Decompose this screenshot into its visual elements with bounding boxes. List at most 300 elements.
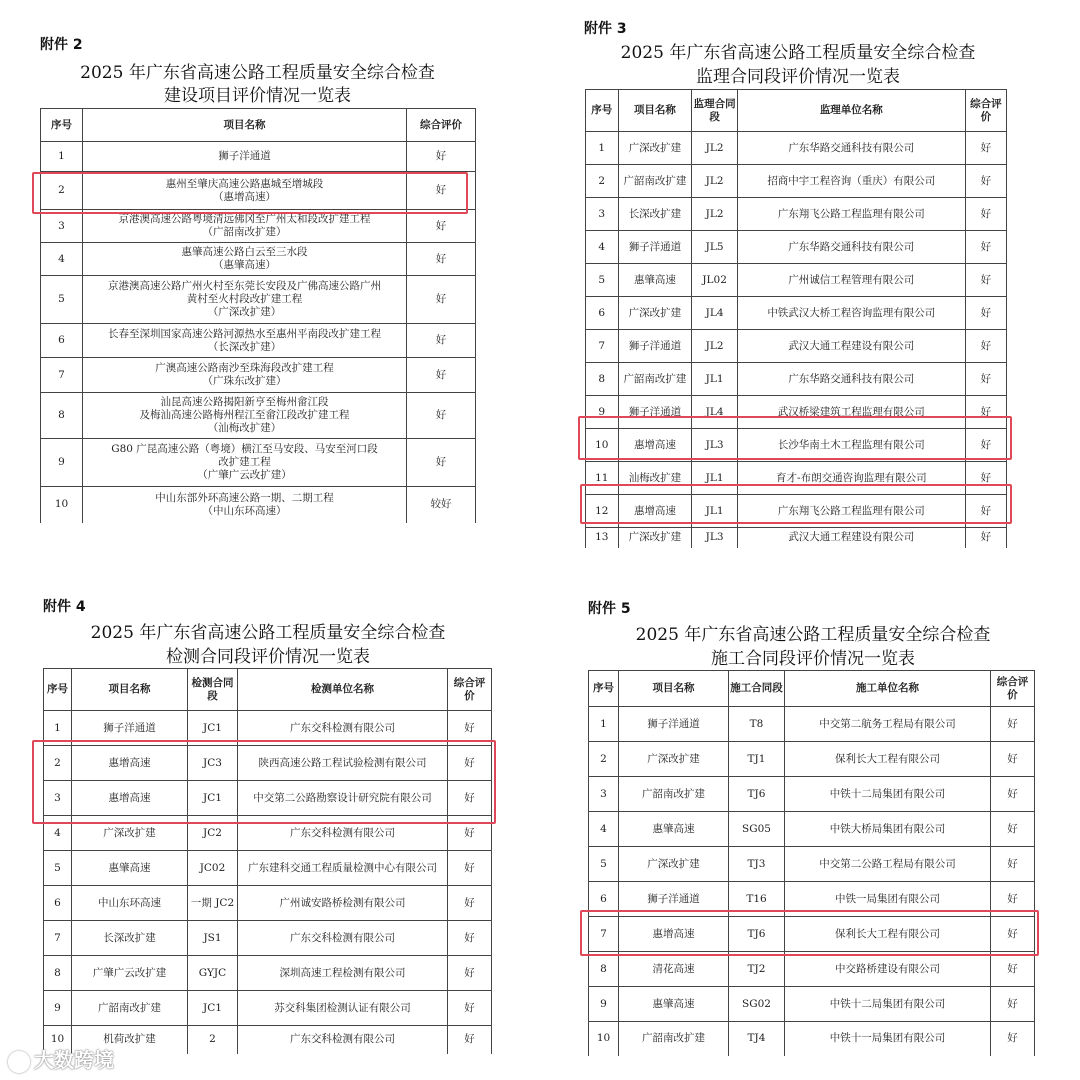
table-row (589, 707, 1035, 742)
cell-contract: JL4 (692, 396, 738, 429)
title-line-2: 检测合同段评价情况一览表 (166, 647, 370, 667)
header-cell: 项目名称 (619, 671, 729, 707)
cell-unit: 中铁十二局集团有限公司 (785, 777, 991, 812)
cell-name (83, 243, 407, 276)
cell-unit: 中交第二公路工程局有限公司 (785, 847, 991, 882)
cell-rating: 好 (991, 917, 1035, 952)
table-row (41, 393, 476, 439)
table-row (586, 528, 1007, 548)
cell-no: 6 (41, 324, 83, 358)
cell-unit: 广东交科检测有限公司 (238, 711, 448, 746)
cell-unit: 广州诚安路桥检测有限公司 (238, 886, 448, 921)
table-header-row (44, 669, 492, 711)
table-row (44, 711, 492, 746)
table-row (589, 952, 1035, 987)
cell-rating: 好 (965, 198, 1006, 231)
cell-contract: JC2 (188, 816, 238, 851)
cell-contract: TJ6 (729, 777, 785, 812)
cell-project: 惠肇高速 (619, 812, 729, 847)
cell-no: 2 (589, 742, 619, 777)
table-row (41, 243, 476, 276)
cell-unit: 中交第二航务工程局有限公司 (785, 707, 991, 742)
cell-no: 3 (586, 198, 619, 231)
cell-project: 清花高速 (619, 952, 729, 987)
cell-project: 广韶南改扩建 (619, 1022, 729, 1056)
cell-contract: 2 (188, 1026, 238, 1054)
watermark-logo-icon (8, 1051, 30, 1073)
panel-attachment-4 (38, 592, 498, 1062)
table-row (586, 495, 1007, 528)
cell-unit: 苏交科集团检测认证有限公司 (238, 991, 448, 1026)
table-row (586, 198, 1007, 231)
cell-rating: 好 (448, 921, 492, 956)
cell-unit: 深圳高速工程检测有限公司 (238, 956, 448, 991)
cell-name (83, 324, 407, 358)
cell-rating: 好 (407, 243, 476, 276)
header-cell: 综合评价 (448, 669, 492, 711)
cell-no: 2 (44, 746, 72, 781)
cell-unit: 陕西高速公路工程试验检测有限公司 (238, 746, 448, 781)
cell-rating: 好 (991, 847, 1035, 882)
header-cell: 项目名称 (618, 90, 692, 132)
cell-no: 7 (586, 330, 619, 363)
table-row (41, 324, 476, 358)
table-row (41, 439, 476, 487)
title-line-2: 施工合同段评价情况一览表 (711, 649, 915, 669)
header-cell: 序号 (586, 90, 619, 132)
cell-no: 4 (44, 816, 72, 851)
cell-name (83, 358, 407, 393)
table-row (44, 991, 492, 1026)
table-row (589, 917, 1035, 952)
project-short: （广深改扩建） (207, 306, 282, 318)
cell-contract: JL02 (692, 264, 738, 297)
cell-rating: 好 (407, 172, 476, 210)
cell-no: 6 (589, 882, 619, 917)
table-row (586, 231, 1007, 264)
cell-project: 狮子洋通道 (619, 707, 729, 742)
table-row (44, 956, 492, 991)
cell-no: 13 (586, 528, 619, 548)
header-cell: 施工合同段 (729, 671, 785, 707)
cell-project: 汕梅改扩建 (618, 462, 692, 495)
cell-project: 惠肇高速 (72, 851, 188, 886)
cell-no: 9 (589, 987, 619, 1022)
cell-no: 1 (44, 711, 72, 746)
panel-attachment-2 (35, 28, 480, 528)
cell-contract: JL4 (692, 297, 738, 330)
project-name: G80 广昆高速公路（粤境）横江至马安段、马安至河口段 (111, 443, 378, 455)
table-row (586, 429, 1007, 462)
cell-no: 9 (41, 439, 83, 487)
table-row (589, 742, 1035, 777)
cell-name (83, 142, 407, 172)
cell-contract: T8 (729, 707, 785, 742)
cell-unit: 中铁一局集团有限公司 (785, 882, 991, 917)
cell-unit: 广东交科检测有限公司 (238, 816, 448, 851)
cell-rating: 好 (448, 991, 492, 1026)
cell-rating: 好 (991, 777, 1035, 812)
table-row (41, 276, 476, 324)
cell-rating: 好 (407, 210, 476, 243)
cell-rating: 好 (965, 132, 1006, 165)
cell-rating: 较好 (407, 487, 476, 523)
cell-rating: 好 (991, 812, 1035, 847)
cell-project: 狮子洋通道 (618, 330, 692, 363)
cell-contract: JC1 (188, 991, 238, 1026)
cell-rating: 好 (991, 952, 1035, 987)
cell-project: 广韶南改扩建 (619, 777, 729, 812)
cell-no: 6 (44, 886, 72, 921)
cell-contract: JL2 (692, 330, 738, 363)
cell-rating: 好 (407, 439, 476, 487)
cell-no: 5 (586, 264, 619, 297)
table-header-row (41, 109, 476, 142)
table-header-row (589, 671, 1035, 707)
cell-project: 广深改扩建 (619, 847, 729, 882)
cell-unit: 中铁十二局集团有限公司 (785, 987, 991, 1022)
cell-project: 惠增高速 (72, 781, 188, 816)
project-short: （中山东环高速） (202, 504, 287, 517)
cell-rating: 好 (407, 358, 476, 393)
cell-rating: 好 (407, 276, 476, 324)
cell-rating: 好 (991, 707, 1035, 742)
cell-unit: 武汉大通工程建设有限公司 (737, 528, 965, 548)
cell-contract: JL1 (692, 462, 738, 495)
cell-no: 3 (41, 210, 83, 243)
cell-project: 中山东环高速 (72, 886, 188, 921)
cell-unit: 保利长大工程有限公司 (785, 917, 991, 952)
testing-table (43, 668, 492, 1054)
cell-contract: JC1 (188, 781, 238, 816)
cell-no: 8 (41, 393, 83, 439)
table-row (44, 886, 492, 921)
cell-unit: 广东建科交通工程质量检测中心有限公司 (238, 851, 448, 886)
cell-project: 惠增高速 (618, 429, 692, 462)
cell-project: 惠增高速 (619, 917, 729, 952)
cell-rating: 好 (991, 987, 1035, 1022)
cell-rating: 好 (965, 462, 1006, 495)
header-cell: 综合评价 (991, 671, 1035, 707)
cell-rating: 好 (448, 1026, 492, 1054)
cell-contract: JL3 (692, 429, 738, 462)
table-row (41, 210, 476, 243)
project-short: （广肇广云改扩建） (197, 469, 292, 481)
cell-project: 惠增高速 (618, 495, 692, 528)
cell-project: 广深改扩建 (619, 742, 729, 777)
cell-unit: 中交第二公路勘察设计研究院有限公司 (238, 781, 448, 816)
cell-unit: 广东交科检测有限公司 (238, 921, 448, 956)
project-name-cont: 黄村至火村段改扩建工程 (186, 293, 303, 305)
cell-project: 广深改扩建 (618, 132, 692, 165)
cell-unit: 广东华路交通科技有限公司 (737, 231, 965, 264)
project-name: 京港澳高速公路广州火村至东莞长安段及广佛高速公路广州 (108, 280, 381, 292)
cell-no: 3 (589, 777, 619, 812)
cell-contract: TJ3 (729, 847, 785, 882)
cell-unit: 广东翔飞公路工程监理有限公司 (737, 198, 965, 231)
cell-project: 惠肇高速 (618, 264, 692, 297)
cell-unit: 中铁十一局集团有限公司 (785, 1022, 991, 1056)
cell-name (83, 172, 407, 210)
table-row (586, 462, 1007, 495)
cell-unit: 保利长大工程有限公司 (785, 742, 991, 777)
cell-project: 惠肇高速 (619, 987, 729, 1022)
header-cell: 监理单位名称 (737, 90, 965, 132)
cell-contract: JL5 (692, 231, 738, 264)
project-name: 广澳高速公路南沙至珠海段改扩建工程 (155, 362, 334, 374)
cell-project: 狮子洋通道 (618, 231, 692, 264)
construction-table (588, 670, 1035, 1056)
cell-name (83, 276, 407, 324)
cell-rating: 好 (448, 746, 492, 781)
cell-project: 长深改扩建 (72, 921, 188, 956)
cell-unit: 广东翔飞公路工程监理有限公司 (737, 495, 965, 528)
cell-contract: JS1 (188, 921, 238, 956)
cell-contract: JC1 (188, 711, 238, 746)
table-row (586, 297, 1007, 330)
table-row (589, 882, 1035, 917)
cell-no: 11 (586, 462, 619, 495)
cell-no: 2 (41, 172, 83, 210)
supervision-table (585, 89, 1007, 548)
cell-unit: 育才-布朗交通咨询监理有限公司 (737, 462, 965, 495)
cell-contract: JL1 (692, 495, 738, 528)
cell-no: 6 (586, 297, 619, 330)
title-line-1: 2025 年广东省高速公路工程质量安全综合检查 (90, 623, 446, 643)
project-name: 狮子洋通道 (218, 150, 271, 162)
table-row (589, 1022, 1035, 1056)
project-name: 惠肇高速公路白云至三水段 (181, 246, 308, 258)
cell-rating: 好 (991, 1022, 1035, 1056)
cell-contract: JL2 (692, 198, 738, 231)
table-header-row (586, 90, 1007, 132)
table-row (44, 781, 492, 816)
cell-no: 9 (586, 396, 619, 429)
project-name-cont: 及梅汕高速公路梅州程江至畲江段改扩建工程 (139, 409, 350, 421)
table-row (44, 816, 492, 851)
cell-project: 广韶南改扩建 (72, 991, 188, 1026)
cell-contract: GYJC (188, 956, 238, 991)
cell-no: 5 (41, 276, 83, 324)
project-name: 惠州至肇庆高速公路惠城至增城段 (165, 177, 324, 190)
attachment-label: 附件 4 (43, 599, 86, 615)
cell-unit: 广东交科检测有限公司 (238, 1026, 448, 1054)
cell-rating: 好 (991, 742, 1035, 777)
cell-no: 4 (589, 812, 619, 847)
cell-project: 狮子洋通道 (618, 396, 692, 429)
header-cell: 检测合同段 (188, 669, 238, 711)
cell-contract: JL2 (692, 165, 738, 198)
cell-unit: 长沙华南土木工程监理有限公司 (737, 429, 965, 462)
header-cell: 施工单位名称 (785, 671, 991, 707)
table-row (589, 987, 1035, 1022)
attachment-label: 附件 2 (40, 37, 83, 53)
cell-no: 10 (586, 429, 619, 462)
header-no: 序号 (41, 109, 83, 142)
cell-no: 12 (586, 495, 619, 528)
cell-rating: 好 (965, 528, 1006, 548)
cell-contract: JC3 (188, 746, 238, 781)
cell-contract: TJ4 (729, 1022, 785, 1056)
table-row (41, 487, 476, 523)
cell-no: 10 (589, 1022, 619, 1056)
cell-unit: 中交路桥建设有限公司 (785, 952, 991, 987)
cell-rating: 好 (448, 816, 492, 851)
header-name: 项目名称 (83, 109, 407, 142)
table-row (586, 165, 1007, 198)
cell-rating: 好 (448, 956, 492, 991)
cell-name (83, 439, 407, 487)
project-name: 中山东部外环高速公路一期、二期工程 (155, 491, 334, 504)
title-line-2: 监理合同段评价情况一览表 (696, 67, 900, 87)
cell-project: 长深改扩建 (618, 198, 692, 231)
cell-no: 5 (589, 847, 619, 882)
cell-unit: 招商中宇工程咨询（重庆）有限公司 (737, 165, 965, 198)
table-row (586, 132, 1007, 165)
cell-rating: 好 (965, 396, 1006, 429)
cell-rating: 好 (407, 142, 476, 172)
cell-contract: TJ2 (729, 952, 785, 987)
cell-project: 广深改扩建 (618, 297, 692, 330)
cell-no: 5 (44, 851, 72, 886)
cell-rating: 好 (965, 264, 1006, 297)
cell-no: 9 (44, 991, 72, 1026)
watermark-text: 大数跨境 (34, 1048, 114, 1072)
cell-contract: 一期 JC2 (188, 886, 238, 921)
cell-no: 1 (41, 142, 83, 172)
cell-no: 1 (586, 132, 619, 165)
cell-unit: 中铁大桥局集团有限公司 (785, 812, 991, 847)
cell-contract: JC02 (188, 851, 238, 886)
cell-no: 10 (41, 487, 83, 523)
project-name: 长春至深圳国家高速公路河源热水至惠州平南段改扩建工程 (108, 327, 381, 340)
cell-no: 7 (41, 358, 83, 393)
table-row (589, 847, 1035, 882)
table-row (44, 746, 492, 781)
cell-rating: 好 (991, 882, 1035, 917)
panel-attachment-5 (583, 594, 1043, 1064)
project-short: （汕梅改扩建） (207, 422, 282, 434)
cell-no: 8 (589, 952, 619, 987)
table-row (589, 812, 1035, 847)
cell-unit: 中铁武汉大桥工程咨询监理有限公司 (737, 297, 965, 330)
cell-name (83, 210, 407, 243)
project-name-cont: 改扩建工程 (218, 456, 271, 468)
cell-rating: 好 (965, 363, 1006, 396)
cell-rating: 好 (448, 781, 492, 816)
cell-project: 机荷改扩建 (72, 1026, 188, 1054)
cell-no: 1 (589, 707, 619, 742)
table-row (589, 777, 1035, 812)
cell-rating: 好 (965, 165, 1006, 198)
table-row (586, 396, 1007, 429)
cell-project: 广韶南改扩建 (618, 165, 692, 198)
project-short: （广珠东改扩建） (202, 375, 287, 387)
table-row (586, 363, 1007, 396)
watermark (8, 1044, 114, 1073)
table-row (41, 172, 476, 210)
cell-rating: 好 (965, 231, 1006, 264)
cell-unit: 武汉桥梁建筑工程监理有限公司 (737, 396, 965, 429)
cell-no: 3 (44, 781, 72, 816)
header-cell: 序号 (44, 669, 72, 711)
project-name: 汕昆高速公路揭阳新亨至梅州畲江段 (160, 396, 329, 408)
cell-rating: 好 (448, 886, 492, 921)
cell-no: 4 (41, 243, 83, 276)
project-short: （惠增高速） (213, 190, 276, 203)
cell-contract: JL1 (692, 363, 738, 396)
table-row (586, 264, 1007, 297)
cell-rating: 好 (407, 393, 476, 439)
title-line-1: 2025 年广东省高速公路工程质量安全综合检查 (635, 625, 991, 645)
cell-project: 惠增高速 (72, 746, 188, 781)
cell-name (83, 487, 407, 523)
cell-project: 狮子洋通道 (72, 711, 188, 746)
header-cell: 项目名称 (72, 669, 188, 711)
cell-rating: 好 (965, 495, 1006, 528)
title-line-1: 2025 年广东省高速公路工程质量安全综合检查 (80, 63, 435, 83)
project-table (40, 108, 476, 523)
cell-contract: SG02 (729, 987, 785, 1022)
header-cell: 综合评价 (965, 90, 1006, 132)
cell-no: 8 (586, 363, 619, 396)
table-row (586, 330, 1007, 363)
cell-rating: 好 (965, 429, 1006, 462)
cell-unit: 广州诚信工程管理有限公司 (737, 264, 965, 297)
header-cell: 监理合同段 (692, 90, 738, 132)
cell-no: 10 (44, 1026, 72, 1054)
cell-contract: TJ6 (729, 917, 785, 952)
attachment-label: 附件 5 (588, 601, 631, 617)
cell-no: 7 (44, 921, 72, 956)
table-row (41, 142, 476, 172)
header-rating: 综合评价 (407, 109, 476, 142)
cell-rating: 好 (407, 324, 476, 358)
cell-unit: 武汉大通工程建设有限公司 (737, 330, 965, 363)
project-short: （长深改扩建） (207, 340, 282, 353)
cell-contract: JL2 (692, 132, 738, 165)
cell-contract: JL3 (692, 528, 738, 548)
cell-no: 7 (589, 917, 619, 952)
cell-contract: SG05 (729, 812, 785, 847)
cell-no: 8 (44, 956, 72, 991)
title-line-2: 建设项目评价情况一览表 (164, 86, 351, 106)
cell-rating: 好 (448, 711, 492, 746)
panel-attachment-3 (578, 12, 1018, 542)
cell-unit: 广东华路交通科技有限公司 (737, 132, 965, 165)
table-row (41, 358, 476, 393)
cell-project: 广韶南改扩建 (618, 363, 692, 396)
cell-contract: TJ1 (729, 742, 785, 777)
cell-rating: 好 (965, 330, 1006, 363)
table-row (44, 851, 492, 886)
table-row (44, 921, 492, 956)
project-short: （惠肇高速） (213, 259, 276, 271)
project-short: （广韶南改扩建） (202, 226, 287, 238)
cell-contract: T16 (729, 882, 785, 917)
cell-project: 广肇广云改扩建 (72, 956, 188, 991)
cell-unit: 广东华路交通科技有限公司 (737, 363, 965, 396)
cell-rating: 好 (448, 851, 492, 886)
title-line-1: 2025 年广东省高速公路工程质量安全综合检查 (620, 43, 976, 63)
header-cell: 检测单位名称 (238, 669, 448, 711)
cell-no: 4 (586, 231, 619, 264)
cell-rating: 好 (965, 297, 1006, 330)
cell-name (83, 393, 407, 439)
header-cell: 序号 (589, 671, 619, 707)
cell-project: 广深改扩建 (72, 816, 188, 851)
attachment-label: 附件 3 (584, 21, 627, 37)
